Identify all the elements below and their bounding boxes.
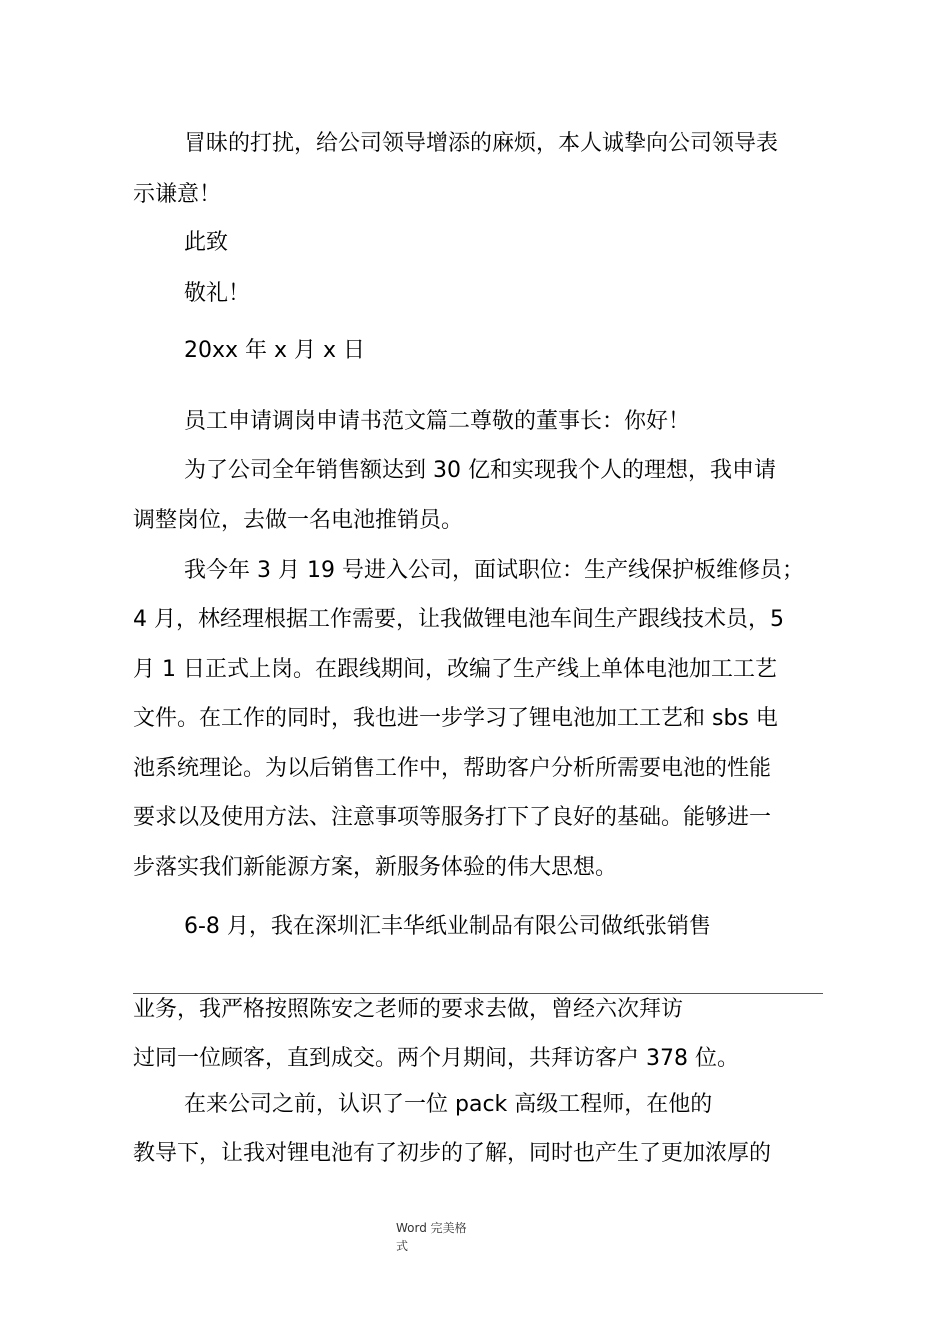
section-heading: 员工申请调岗申请书范文篇二尊敬的董事长：你好！: [184, 409, 691, 434]
closing-line: 此致: [184, 230, 229, 255]
paragraph-line: 教导下，让我对锂电池有了初步的了解，同时也产生了更加浓厚的: [133, 1141, 772, 1166]
paragraph-line: 步落实我们新能源方案，新服务体验的伟大思想。: [133, 855, 618, 880]
paragraph-line: 业务，我严格按照陈安之老师的要求去做，曾经六次拜访: [133, 997, 684, 1022]
paragraph-line: 过同一位顾客，直到成交。两个月期间，共拜访客户 378 位。: [133, 1046, 739, 1071]
paragraph-line: 文件。在工作的同时，我也进一步学习了锂电池加工工艺和 sbs 电: [133, 706, 778, 731]
closing-line: 敬礼！: [184, 281, 251, 306]
page-footer-line: 式: [396, 1239, 409, 1253]
paragraph-line: 月 1 日正式上岗。在跟线期间，改编了生产线上单体电池加工工艺: [133, 657, 777, 682]
paragraph-line: 6-8 月，我在深圳汇丰华纸业制品有限公司做纸张销售: [184, 914, 711, 939]
date-line: 20xx 年 x 月 x 日: [184, 338, 366, 363]
paragraph-line: 4 月，林经理根据工作需要，让我做锂电池车间生产跟线技术员，5: [133, 607, 784, 632]
page-footer-line: Word 完美格: [396, 1221, 467, 1235]
page-divider: [133, 993, 823, 994]
paragraph-line: 示谦意！: [133, 182, 222, 207]
paragraph-line: 池系统理论。为以后销售工作中，帮助客户分析所需要电池的性能: [133, 756, 772, 781]
paragraph-line: 冒昧的打扰，给公司领导增添的麻烦，本人诚挚向公司领导表: [184, 131, 779, 156]
paragraph-line: 调整岗位，去做一名电池推销员。: [133, 508, 464, 533]
paragraph-line: 为了公司全年销售额达到 30 亿和实现我个人的理想，我申请: [184, 458, 776, 483]
paragraph-line: 在来公司之前，认识了一位 pack 高级工程师，在他的: [184, 1092, 713, 1117]
paragraph-line: 要求以及使用方法、注意事项等服务打下了良好的基础。能够进一: [133, 805, 772, 830]
paragraph-line: 我今年 3 月 19 号进入公司，面试职位：生产线保护板维修员；: [184, 558, 804, 583]
